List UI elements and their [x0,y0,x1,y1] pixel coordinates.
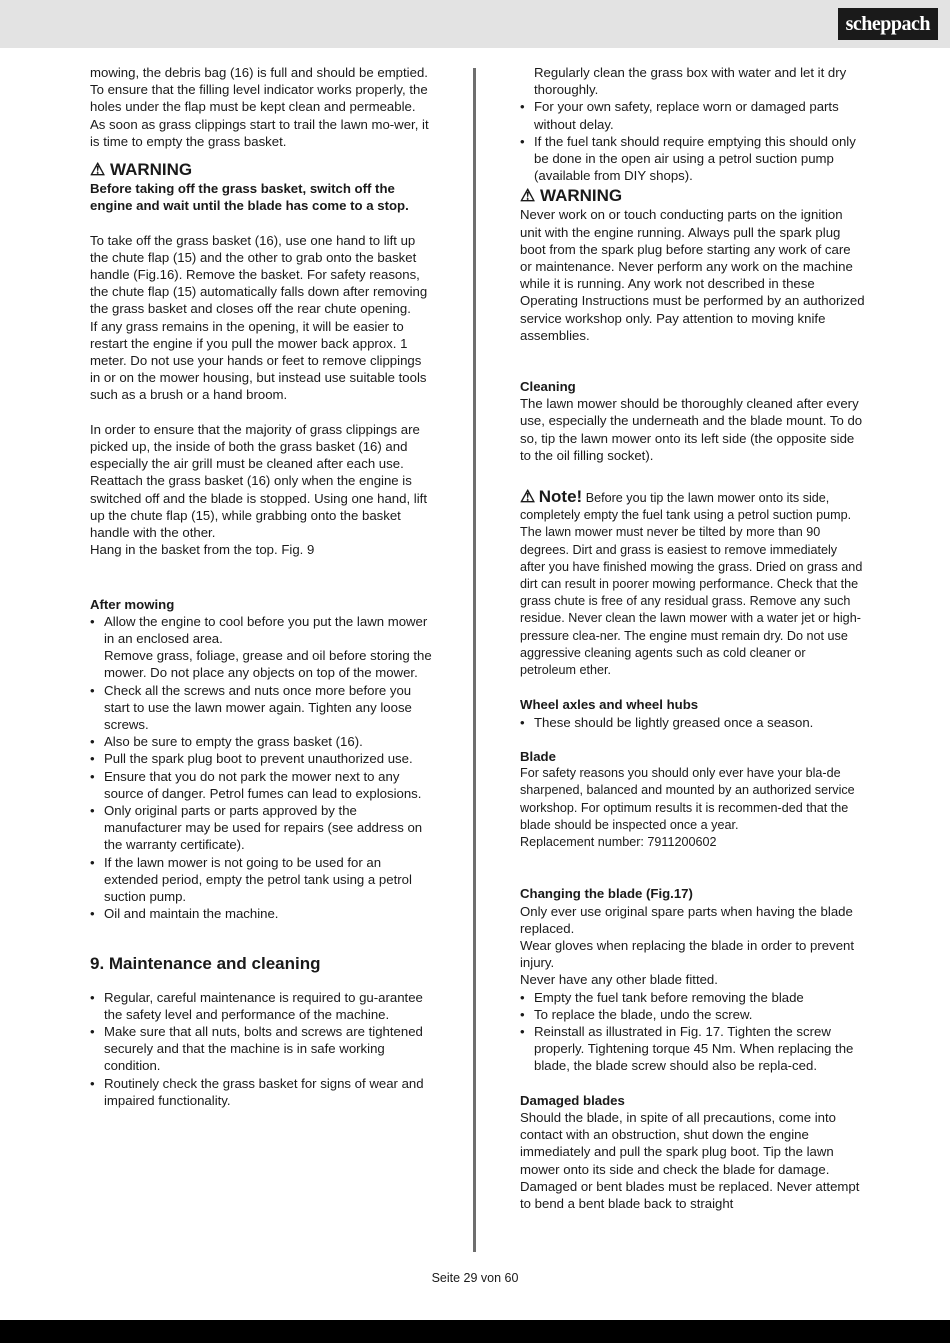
cleaning-heading: Cleaning [520,379,576,395]
list-item: • Reinstall as illustrated in Fig. 17. Tighten the screw properly. Tightening torque 45 Nm. When replacing the blade, the blade screw should also be repla-ced. [520,1023,865,1075]
list-item: • These should be lightly greased once a season. [520,714,865,731]
wheel-list [520,714,865,731]
warning-heading: ⚠ WARNING [90,160,193,180]
warning-text: Before taking off the grass basket, switch off the engine and wait until the blade has come to a stop. [90,181,409,214]
brand-logo: scheppach [838,8,938,40]
wheel-heading: Wheel axles and wheel hubs [520,697,699,713]
change-blade-list [520,989,865,1075]
left-column [90,64,435,1109]
warning-icon: ⚠ [520,186,536,206]
maintenance-list [90,989,435,1109]
blade-heading: Blade [520,749,556,765]
paragraph: As soon as grass clippings start to trail the lawn mo-wer, it is time to empty the grass basket. [90,116,429,149]
warning-icon: ⚠ [520,487,536,507]
change-blade-heading: Changing the blade (Fig.17) [520,886,693,902]
list-item: • Ensure that you do not park the mower next to any source of danger. Petrol fumes can lead to explosions. [90,768,435,802]
list-item: • Routinely check the grass basket for signs of wear and impaired functionality. [90,1075,435,1109]
paragraph: To take off the grass basket (16), use one hand to lift up the chute flap (15) and the other to grab onto the basket handle (Fig.16). Remove the basket. For safety reasons, the chute flap (15) automatically falls down after removing the grass basket and closes off the rear chute opening. [90,232,428,317]
list-item: • Oil and maintain the machine. [90,905,435,922]
replacement-number: Replacement number: 7911200602 [520,835,717,850]
list-item: • Regular, careful maintenance is required to gu-arantee the safety level and performance of the machine. [90,989,435,1023]
paragraph: Should the blade, in spite of all precautions, come into contact with an obstruction, shut down the engine immediately and pull the spark plug boot. Tip the lawn mower onto its side and check the blade for damage. Damaged or bent blades must be replaced. Never attempt to bend a bent blade back to straight [520,1109,860,1211]
list-item: • If the fuel tank should require emptying this should only be done in the open air using a petrol suction pump (available from DIY shops). [520,133,865,185]
list-item: • Also be sure to empty the grass basket (16). [90,733,435,750]
header-bar [0,0,950,48]
note-title: Note! [538,487,583,507]
after-mowing-list [90,613,435,923]
list-item: • Allow the engine to cool before you put the lawn mower in an enclosed area. Remove grass, foliage, grease and oil before storing the mower. Do not place any objects on top of the mower. [90,613,435,682]
bottom-bar [0,1320,950,1343]
damaged-blades-heading: Damaged blades [520,1092,625,1108]
after-mowing-heading: After mowing [90,596,175,612]
section-title: 9. Maintenance and cleaning [90,953,321,973]
list-item: • Empty the fuel tank before removing the blade [520,989,865,1006]
paragraph: mowing, the debris bag (16) is full and should be emptied. To ensure that the filling level indicator works properly, the holes under the flap must be kept clean and permeable. [90,65,428,115]
right-column [520,64,865,1212]
page-number: Seite 29 von 60 [431,1271,519,1285]
list-item: • Pull the spark plug boot to prevent unauthorized use. [90,750,435,767]
warning-icon: ⚠ [90,160,106,180]
list-item: • Check all the screws and nuts once more before you start to use the lawn mower again. Tighten any loose screws. [90,682,435,734]
paragraph: Hang in the basket from the top. Fig. 9 [90,542,315,558]
warning-text: Never work on or touch conducting parts on the ignition unit with the engine running. Always pull the spark plug boot from the spark plug before starting any work of care or maintenance. Never perform any work on the machine while it is running. Any work not described in these Operating Instructions must be performed by an authorized service workshop only. Pay attention to moving knife assemblies. [520,207,865,343]
note-text: Before you tip the lawn mower onto its side, completely empty the fuel tank using a petrol suction pump. The lawn mower must never be tilted by more than 90 degrees. Dirt and grass is easiest to remove immediately after you have finished mowing the grass. Dried on grass and dirt can result in poorer mowing performance. Check that the grass chute is free of any residual grass. Remove any such residue. Never clean the lawn mower with a water jet or high-pressure clea-ner. The engine must remain dry. Do not use aggressive cleaning agents such as cold cleaner or petroleum ether. [520,491,863,678]
paragraph: The lawn mower should be thoroughly cleaned after every use, especially the underneath and the blade mount. To do so, tip the lawn mower onto its left side (the opposite side to the oil filling socket). [520,396,863,463]
note-block [520,488,865,679]
list-item: • If the lawn mower is not going to be used for an extended period, empty the petrol tank using a petrol suction pump. [90,854,435,906]
warning-heading: ⚠ WARNING [520,186,623,206]
column-divider [473,68,476,1252]
paragraph: In order to ensure that the majority of grass clippings are picked up, the inside of both the grass basket (16) and especially the air grill must be cleaned after each use. Reattach the grass basket (16) only when the engine is switched off and the blade is stopped. Using one hand, lift up the chute flap (15), while grabbing onto the basket handle with the other. [90,421,427,541]
paragraph: If any grass remains in the opening, it will be easier to restart the engine if you pull the mower back approx. 1 meter. Do not use your hands or feet to remove clippings in or on the mower housing, but instead use suitable tools such as a brush or a hand broom. [90,318,427,403]
paragraph: Wear gloves when replacing the blade in order to prevent injury. [520,937,855,971]
paragraph: Regularly clean the grass box with water and let it dry thoroughly. [534,65,847,98]
list-item: • To replace the blade, undo the screw. [520,1006,865,1023]
list-item: • Only original parts or parts approved by the manufacturer may be used for repairs (see address on the warranty certificate). [90,802,435,854]
paragraph: Never have any other blade fitted. [520,972,718,988]
paragraph: For safety reasons you should only ever have your bla-de sharpened, balanced and mounted by an authorized service workshop. For optimum results it is recommen-ded that the blade should be inspected once a year. [520,766,855,832]
bullet-list [520,98,865,184]
list-item: • Make sure that all nuts, bolts and screws are tightened securely and that the machine is in safe working condition. [90,1023,435,1075]
list-item: • For your own safety, replace worn or damaged parts without delay. [520,98,865,132]
paragraph: Only ever use original spare parts when having the blade replaced. [520,903,853,936]
